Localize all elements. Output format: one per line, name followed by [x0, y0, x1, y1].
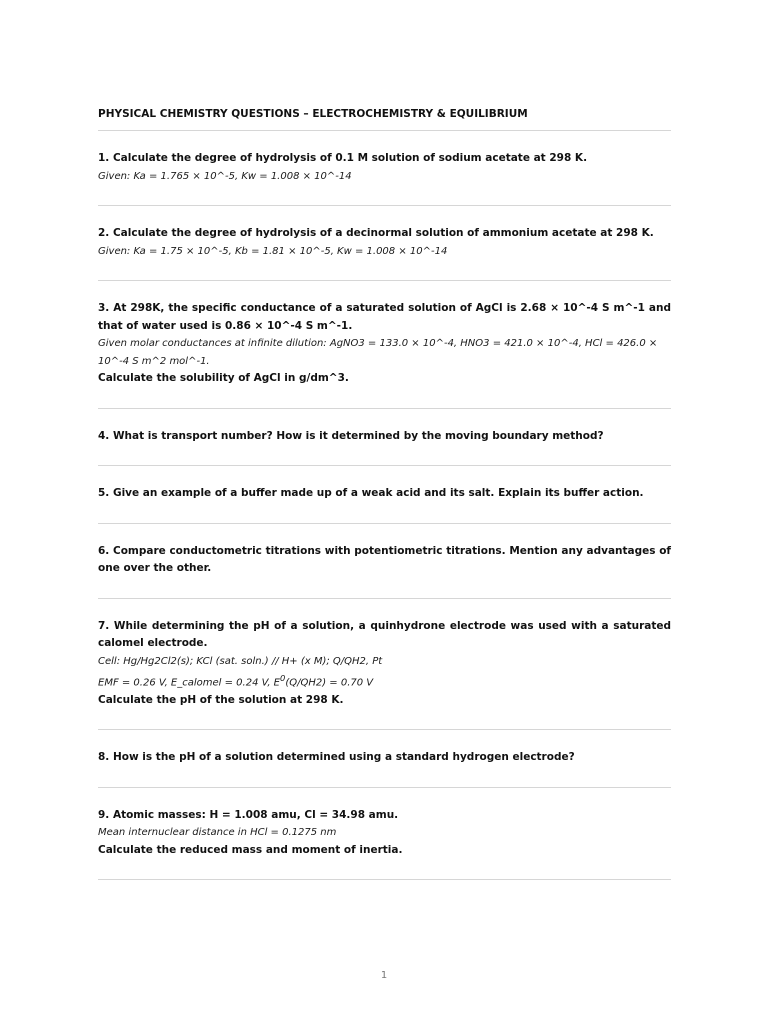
question-given: Given molar conductances at infinite dilution: AgNO3 = 133.0 × 10^-4, HNO3 = 421.0 × 10^-4, HCl = 426.0 × 10^-4 S m^2 mol^-1.	[98, 338, 658, 367]
question-text: 9. Atomic masses: H = 1.008 amu, Cl = 34.98 amu.	[98, 808, 399, 821]
question-5	[98, 466, 671, 523]
question-6	[98, 524, 671, 598]
question-text: 8. How is the pH of a solution determined using a standard hydrogen electrode?	[98, 751, 575, 764]
emf-prefix: EMF = 0.26 V, E_calomel = 0.24 V, E	[98, 677, 280, 689]
question-ask: Calculate the pH of the solution at 298 K.	[98, 693, 344, 706]
question-7	[98, 599, 671, 730]
question-9	[98, 788, 671, 880]
question-1	[98, 131, 671, 205]
page-title: PHYSICAL CHEMISTRY QUESTIONS – ELECTROCHEMISTRY & EQUILIBRIUM	[98, 108, 528, 120]
question-emf	[98, 670, 671, 692]
question-text: 5. Give an example of a buffer made up of a weak acid and its salt. Explain its buffer action.	[98, 487, 644, 499]
question-text: 3. At 298K, the specific conductance of a saturated solution of AgCl is 2.68 × 10^-4 S m^-1 and that of water used is 0.86 × 10^-4 S m^-1.	[98, 302, 671, 332]
question-ask: Calculate the solubility of AgCl in g/dm^3.	[98, 372, 349, 384]
question-text: 6. Compare conductometric titrations with potentiometric titrations. Mention any advantages of one over the other.	[98, 544, 671, 574]
question-8	[98, 730, 671, 787]
question-text: 1. Calculate the degree of hydrolysis of 0.1 M solution of sodium acetate at 298 K.	[98, 152, 588, 164]
question-text: 4. What is transport number? How is it determined by the moving boundary method?	[98, 429, 604, 442]
question-3	[98, 281, 671, 408]
question-2	[98, 206, 671, 280]
question-ask: Calculate the reduced mass and moment of inertia.	[98, 843, 403, 856]
divider	[98, 879, 671, 880]
question-given: Given: Ka = 1.765 × 10^-5, Kw = 1.008 × 10^-14	[98, 170, 352, 182]
question-given: Mean internuclear distance in HCl = 0.1275 nm	[98, 827, 337, 839]
document-page	[98, 98, 671, 880]
emf-suffix: (Q/QH2) = 0.70 V	[285, 677, 374, 689]
emf-superscript: 0	[280, 673, 286, 683]
question-text: 7. While determining the pH of a solution, a quinhydrone electrode was used with a saturated calomel electrode.	[98, 619, 671, 649]
page-number: 1	[380, 970, 388, 981]
question-4	[98, 409, 671, 466]
question-cell: Cell: Hg/Hg2Cl2(s); KCl (sat. soln.) // H+ (x M); Q/QH2, Pt	[98, 655, 383, 667]
question-given: Given: Ka = 1.75 × 10^-5, Kb = 1.81 × 10^-5, Kw = 1.008 × 10^-14	[98, 245, 448, 257]
question-text: 2. Calculate the degree of hydrolysis of a decinormal solution of ammonium acetate at 298 K.	[98, 227, 654, 239]
